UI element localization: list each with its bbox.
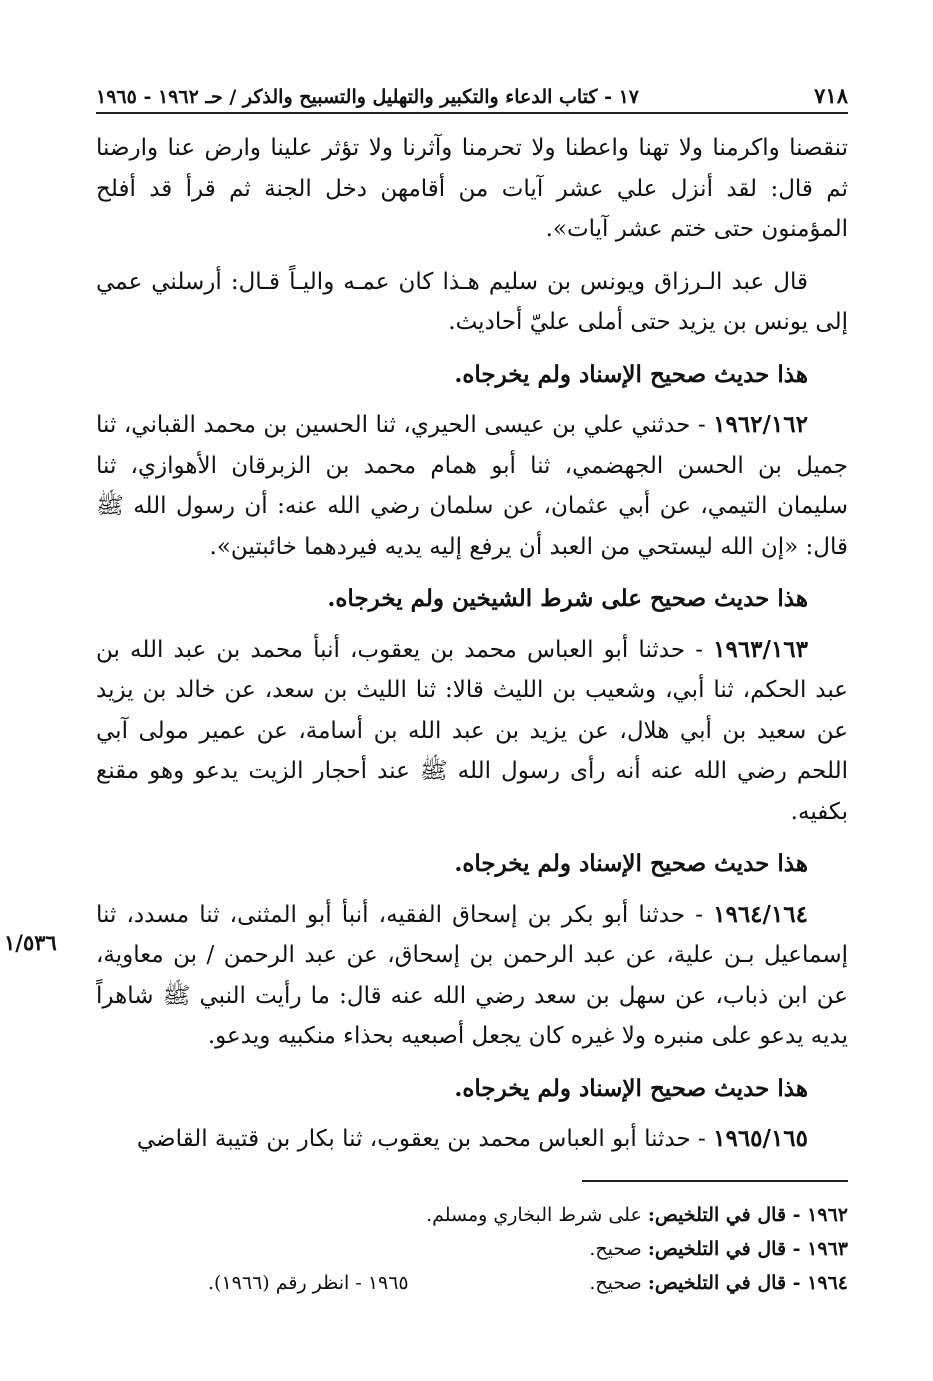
footnote-label-1963: ١٩٦٣ - قال في التلخيص: — [647, 1238, 848, 1260]
margin-reference: ١/٥٣٦ — [4, 930, 57, 955]
hadith-text-1965: - حدثنا أبو العباس محمد بن يعقوب، ثنا بكار بن قتيبة القاضي — [136, 1126, 714, 1152]
footnote-text-1964: صحيح. — [589, 1272, 648, 1294]
footnotes — [96, 1198, 848, 1300]
hadith-1962 — [96, 405, 848, 567]
footnote-divider — [582, 1180, 848, 1182]
page-number: ٧١٨ — [814, 83, 848, 108]
hadith-number-1965: ١٩٦٥/١٦٥ — [713, 1125, 808, 1152]
footnote-text-1963: صحيح. — [589, 1238, 648, 1260]
hadith-number-1962: ١٩٦٢/١٦٢ — [713, 411, 808, 438]
footnote-1962 — [96, 1198, 848, 1232]
verdict-1962: هذا حديث صحيح على شرط الشيخين ولم يخرجاه. — [327, 585, 808, 612]
hadith-text-1962: - حدثني علي بن عيسى الحيري، ثنا الحسين بن محمد القباني، ثنا جميل بن الحسن الجهضمي، ثنا أبو همام محمد بن الزبرقان الأهوازي، ثنا سليمان التيمي، عن أبي عثمان، عن سلمان رضي الله عنه: أن رسول الله ﷺ قال: «إن الله ليستحي من العبد أن يرفع إليه يديه فيردهما خائبتين». — [96, 412, 848, 560]
running-title: ١٧ - كتاب الدعاء والتكبير والتهليل والتسبيح والذكر / حـ ١٩٦٢ - ١٩٦٥ — [96, 86, 640, 108]
paragraph-continuation: تنقصنا واكرمنا ولا تهنا واعطنا ولا تحرمنا وآثرنا ولا تؤثر علينا وارض عنا وارضنا ثم قال: لقد أنزل علي عشر آيات من أقامهن دخل الجنة ثم قرأ قد أفلح المؤمنون حتى ختم عشر آيات». — [96, 135, 848, 242]
hadith-1964 — [96, 895, 848, 1057]
verdict-1964: هذا حديث صحيح الإسناد ولم يخرجاه. — [454, 1074, 808, 1102]
page-header — [96, 70, 848, 114]
footnote-label-1964: ١٩٦٤ - قال في التلخيص: — [647, 1272, 848, 1294]
paragraph-narrator-note: قال عبد الـرزاق ويونس بن سليم هـذا كان عمـه واليـاً قـال: أرسلني عمي إلى يونس بن يزيد حتى أملى عليّ أحاديث. — [96, 268, 848, 335]
footnote-1963 — [96, 1232, 848, 1266]
hadith-1963 — [96, 630, 848, 833]
footnote-1965: ١٩٦٥ - انظر رقم (١٩٦٦). — [208, 1272, 409, 1294]
verdict-1961: هذا حديث صحيح الإسناد ولم يخرجاه. — [454, 360, 808, 388]
hadith-1965 — [96, 1119, 848, 1160]
page-body — [96, 128, 848, 1172]
hadith-text-1964: - حدثنا أبو بكر بن إسحاق الفقيه، أنبأ أبو المثنى، ثنا مسدد، ثنا إسماعيل بـن علية، عن عبد الرحمن بن إسحاق، عن عبد الرحمن / بن معاوية، عن ابن ذباب، عن سهل بن سعد رضي الله عنه قال: ما رأيت النبي ﷺ شاهراً يديه يدعو على منبره ولا غيره كان يجعل أصبعيه بحذاء منكبيه ويدعو. — [96, 901, 848, 1049]
footnote-text-1962: على شرط البخاري ومسلم. — [426, 1204, 648, 1226]
hadith-text-1963: - حدثنا أبو العباس محمد بن يعقوب، أنبأ محمد بن عبد الله بن عبد الحكم، ثنا أبي، وشعيب بن الليث قالا: ثنا الليث بن سعد، عن خالد بن يزيد عن سعيد بن أبي هلال، عن يزيد بن عبد الله بن أسامة، عن عمير مولى آبي اللحم رضي الله عنه أنه رأى رسول الله ﷺ عند أحجار الزيت يدعو وهو مقنع بكفيه. — [96, 636, 848, 825]
footnote-row-last — [96, 1266, 848, 1300]
hadith-number-1963: ١٩٦٣/١٦٣ — [713, 635, 808, 663]
hadith-number-1964: ١٩٦٤/١٦٤ — [713, 900, 808, 928]
footnote-label-1962: ١٩٦٢ - قال في التلخيص: — [647, 1204, 848, 1226]
footnote-1964 — [589, 1266, 848, 1300]
verdict-1963: هذا حديث صحيح الإسناد ولم يخرجاه. — [454, 850, 808, 877]
